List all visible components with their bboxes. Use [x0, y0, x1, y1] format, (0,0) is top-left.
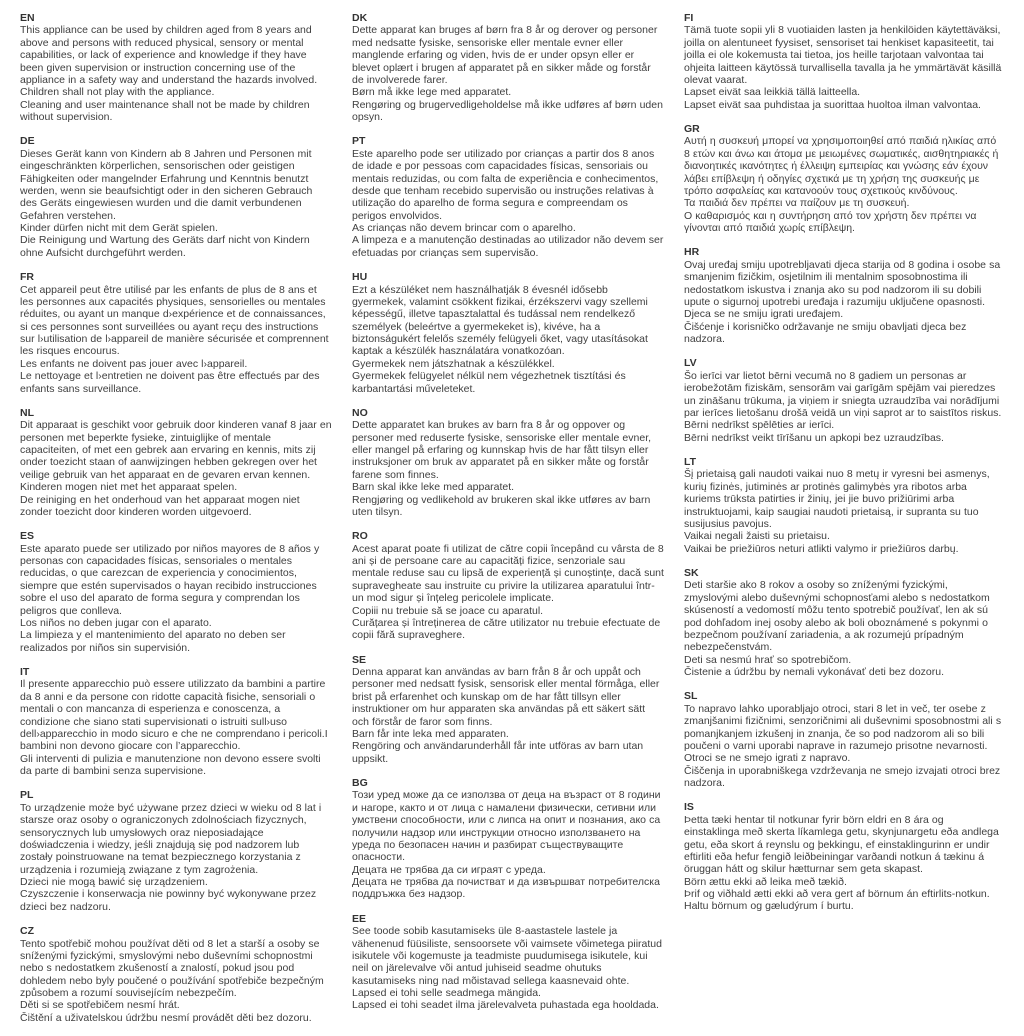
language-code-heading: EN: [20, 12, 35, 24]
instruction-paragraph: Curățarea și întreținerea de către utilizator nu trebuie efectuate de copii fără supraveghere.: [352, 616, 661, 642]
language-section-nl: [20, 407, 332, 518]
instruction-paragraph: Este aparato puede ser utilizado por niños mayores de 8 años y personas con capacidades físicas, sensoriales o mentales reducidas, o que carezcan de experiencia y conocimientos, siempre que estén supervisados o hayan recibido instrucciones sobre el uso del aparato de forma segura y comprendan los peligros que conlleva.: [20, 542, 320, 617]
language-code-heading: IT: [20, 666, 30, 678]
instruction-paragraph: Čiščenja in uporabniškega vzdrževanja ne smejo izvajati otroci brez nadzora.: [684, 764, 1001, 789]
language-code-heading: SK: [684, 567, 699, 579]
instruction-paragraph: Децата не трябва да почистват и да извършват потребителска поддръжка без надзор.: [352, 876, 660, 901]
instruction-paragraph: Rengjøring og vedlikehold av brukeren skal ikke utføres av barn uten tilsyn.: [352, 493, 651, 518]
instruction-paragraph: Децата не трябва да си играят с уреда.: [352, 863, 546, 876]
instruction-paragraph: Този уред може да се използва от деца на възраст от 8 години и нагоре, както и от лица с намалени физически, сетивни или умствени способности, или с липса на опит и познания, ако са получили надзор или инструкции относно използването на уреда по безопасен начин и разбират съществуващите опасности.: [352, 789, 661, 864]
instruction-paragraph: Cet appareil peut être utilisé par les enfants de plus de 8 ans et les personnes aux capacités physiques, sensorielles ou mentales réduites, ou ayant un manque d›expérience et de connaissances, si ces personnes sont surveillées ou ayant reçu des instructions sur l›utilisation de l›appareil de manière sécurisée et comprennent les risques encourus.: [20, 283, 329, 358]
language-code-heading: FR: [20, 271, 34, 284]
instruction-paragraph: Gyermekek felügyelet nélkül nem végezhetnek tisztítási és karbantartási műveleteket.: [352, 370, 626, 395]
column-middle: [352, 12, 664, 1024]
language-section-hu: [352, 271, 664, 395]
language-section-dk: [352, 12, 664, 123]
instruction-paragraph: Vaikai negali žaisti su prietaisu.: [684, 530, 830, 543]
language-section-fr: [20, 271, 332, 395]
instruction-paragraph: Lapsed ei tohi seadet ilma järelevalveta puhastada ega hooldada.: [352, 999, 659, 1012]
language-code-heading: DK: [352, 12, 368, 24]
instruction-paragraph: Šo ierīci var lietot bērni vecumā no 8 gadiem un personas ar ierobežotām fiziskām, sensorām vai garīgām spējām vai pieredzes un zināšanu trūkuma, ja viņiem ir sniegta uzraudzība vai norādījumi par ierīces lietošanu drošā veidā un viņi saprot ar to saistītos riskus.: [684, 369, 1002, 419]
language-section-no: [352, 407, 664, 518]
language-code-heading: DE: [20, 135, 35, 148]
instruction-paragraph: To urządzenie może być używane przez dzieci w wieku od 8 lat i starsze oraz osoby o ograniczonych zdolnościach fizycznych, sensorycznych lub umysłowych oraz nieposiadające doświadczenia i wiedzy, jeśli znajdują się pod nadzorem lub zostały poinstruowane na temat bezpiecznego korzystania z urządzenia i rozumieją związane z tym zagrożenia.: [20, 801, 322, 876]
instruction-paragraph: Börn ættu ekki að leika með tækið.: [684, 875, 847, 888]
instruction-paragraph: See toode sobib kasutamiseks üle 8-aastastele lastele ja vähenenud füüsiliste, sensoorsete või vaimsete võimetega piiratud isikutele või kogemuste ja teadmiste puudumisega isikutele, kui neil on järelevalve või antud juhiseid seadme ohutuks kasutamiseks ning nad mõistavad sellega kaasnevaid ohte.: [352, 925, 662, 987]
language-section-fi: [684, 12, 1002, 111]
instruction-paragraph: Djeca se ne smiju igrati uređajem.: [684, 308, 844, 321]
language-code-heading: NO: [352, 406, 368, 419]
instruction-paragraph: Bērni nedrīkst veikt tīrīšanu un apkopi bez uzraudzības.: [684, 431, 944, 444]
instruction-paragraph: Čistenie a údržbu by nemali vykonávať deti bez dozoru.: [684, 666, 945, 678]
instruction-paragraph: Αυτή η συσκευή μπορεί να χρησιμοποιηθεί από παιδιά ηλικίας από 8 ετών και άνω και άτομα με μειωμένες σωματικές, αισθητηριακές ή διανοητικές ικανότητες ή έλλειψη εμπειρίας και γνώσης εάν έχουν λάβει επίβλεψη ή οδηγίες σχετικά με τη χρήση της συσκευής με τρόπο ασφαλείας και κατανοούν τους σχετικούς κινδύνους.: [684, 135, 999, 197]
language-section-ee: [352, 913, 664, 1012]
instruction-paragraph: Ezt a készüléket nem használhatják 8 évesnél idősebb gyermekek, valamint csökkent fizikai, érzékszervi vagy szellemi képességű, illetve tapasztalattal és tudással nem rendelkező személyek (beleértve a gyermekeket is), kivéve, ha a biztonságukért felelős személy felügyeli őket, vagy utasításokat kaptak a készülék használatára vonatkozóan.: [352, 283, 648, 358]
instruction-paragraph: Otroci se ne smejo igrati z napravo.: [684, 752, 851, 765]
language-section-hr: [684, 246, 1002, 345]
instruction-paragraph: Haltu börnum og gæludýrum í burtu.: [684, 900, 854, 913]
instruction-paragraph: Dzieci nie mogą bawić się urządzeniem.: [20, 876, 208, 888]
language-code-heading: HU: [352, 271, 368, 284]
instruction-paragraph: Þetta tæki hentar til notkunar fyrir börn eldri en 8 ára og einstaklinga með skerta líkamlega getu, skynjunargetu eða andlega getu, eða skort á reynslu og þekkingu, ef einstaklingurinn er undir eftirliti eða hefur fengið leiðbeiningar varðandi notkun á tækinu á öruggan hátt og skilur hætturnar sem geta skapast.: [684, 813, 999, 876]
instruction-paragraph: Děti si se spotřebičem nesmí hrát.: [20, 999, 180, 1012]
language-code-heading: PL: [20, 789, 34, 802]
instruction-paragraph: Dit apparaat is geschikt voor gebruik door kinderen vanaf 8 jaar en personen met beperkte fysieke, zintuiglijke of mentale capaciteiten, of met een gebrek aan ervaring en kennis, mits zij onder toezicht staan of aanwijzingen hebben gekregen over het veilige gebruik van het apparaat en de gevaren ervan kennen.: [20, 419, 332, 481]
language-code-heading: PT: [352, 135, 366, 148]
instruction-paragraph: Denna apparat kan användas av barn från 8 år och uppåt och personer med nedsatt fysisk, sensorisk eller mental förmåga, eller brist på erfarenhet och kunskap om de har fått tillsyn eller instruktioner om hur apparaten ska användas på ett säkert sätt och förstår de faror som finns.: [352, 666, 660, 728]
instruction-paragraph: Copiii nu trebuie să se joace cu aparatul.: [352, 604, 544, 617]
instruction-paragraph: A limpeza e a manutenção destinadas ao utilizador não devem ser efetuadas por crianças sem supervisão.: [352, 234, 664, 259]
instruction-paragraph: Acest aparat poate fi utilizat de către copii începând cu vârsta de 8 ani și de persoane care au capacități fizice, senzoriale sau mentale reduse sau cu lipsă de experiență și cunoștințe, dacă sunt supravegheate sau instruite cu privire la utilizarea aparatului într-un mod sigur și înțeleg pericolele implicate.: [352, 542, 664, 605]
instruction-paragraph: Čišćenje i korisničko održavanje ne smiju obavljati djeca bez nadzora.: [684, 320, 967, 345]
instruction-paragraph: Gli interventi di pulizia e manutenzione non devono essere svolti da parte di bambini senza supervisione.: [20, 752, 321, 777]
language-section-cz: [20, 925, 332, 1024]
instruction-paragraph: This appliance can be used by children aged from 8 years and above and persons with reduced physical, sensory or mental capabilities, or lack of experience and knowledge if they have been given supervision or instruction concerning use of the appliance in a safety way and understand the hazards involved.: [20, 24, 318, 86]
instruction-paragraph: To napravo lahko uporabljajo otroci, stari 8 let in več, ter osebe z zmanjšanimi fizičnimi, senzoričnimi ali duševnimi sposobnostmi ali s pomanjkanjem izkušenj in znanja, če so pod nadzorom ali so bili poučeni o varni uporabi naprave in razumejo prisotne nevarnosti.: [684, 702, 1002, 752]
instruction-paragraph: Dieses Gerät kann von Kindern ab 8 Jahren und Personen mit eingeschränkten körperlichen, sensorischen oder geistigen Fähigkeiten oder mangelnder Erfahrung und Kenntnis benutzt werden, wenn sie beaufsichtigt oder in den sicheren Gebrauch des Geräts eingewiesen wurden und die damit verbundenen Gefahren verstehen.: [20, 147, 313, 222]
instruction-paragraph: Τα παιδιά δεν πρέπει να παίζουν με τη συσκευή.: [684, 197, 910, 210]
language-section-se: [352, 654, 664, 765]
instruction-paragraph: Los niños no deben jugar con el aparato.: [20, 616, 212, 629]
language-code-heading: BG: [352, 777, 368, 789]
language-code-heading: IS: [684, 801, 694, 814]
instruction-paragraph: Tento spotřebič mohou používat děti od 8 let a starší a osoby se sníženými fyzickými, smyslovými nebo duševními schopnostmi nebo s nedostatkem zkušeností a znalostí, pokud jsou pod dohledem nebo byly poučené o používání spotřebiče bezpečným způsobem a rozumí souvisejícím nebezpečím.: [20, 937, 324, 999]
column-left: [20, 12, 332, 1036]
instruction-paragraph: Les enfants ne doivent pas jouer avec l›appareil.: [20, 357, 248, 370]
instruction-paragraph: Lapsed ei tohi selle seadmega mängida.: [352, 987, 541, 999]
language-section-it: [20, 666, 332, 777]
language-section-en: [20, 12, 332, 123]
language-section-sl: [684, 690, 1002, 789]
language-section-lv: [684, 357, 1002, 444]
language-section-pl: [20, 789, 332, 913]
language-section-de: [20, 135, 332, 259]
column-right: [684, 12, 1002, 925]
instruction-paragraph: Il presente apparecchio può essere utilizzato da bambini a partire da 8 anni e da persone con ridotte capacità fisiche, sensoriali o mentali o con mancanza di esperienza e conoscenza, a condizione che siano stati supervisionati o istruiti sull›uso dell›apparecchio in modo sicuro e che ne comprendano i pericoli.I bambini non devono giocare con l’apparecchio.: [20, 678, 328, 753]
language-section-gr: [684, 123, 1002, 234]
instruction-paragraph: Vaikai be priežiūros neturi atlikti valymo ir priežiūros darbų.: [684, 542, 959, 555]
language-section-bg: [352, 777, 664, 901]
instruction-paragraph: Šį prietaisą gali naudoti vaikai nuo 8 metų ir vyresni bei asmenys, kurių fizinės, jutiminės ar protinės galimybės yra ribotos arba kuriems trūksta patirties ir žinių, jei jie buvo prižiūrimi arba instruktuojami, kaip saugiai naudoti prietaisą, ir supranta su tuo susijusius pavojus.: [684, 468, 990, 530]
language-code-heading: EE: [352, 912, 367, 925]
instruction-paragraph: As crianças não devem brincar com o aparelho.: [352, 222, 576, 234]
instruction-paragraph: Este aparelho pode ser utilizado por crianças a partir dos 8 anos de idade e por pessoas com capacidades físicas, sensoriais ou mentais reduzidas, ou com falta de experiência e conhecimentos, desde que tenham recebido supervisão ou instruções relativas à utilização do aparelho de forma segura e compreendam os perigos envolvidos.: [352, 147, 659, 222]
instruction-paragraph: Dette apparat kan bruges af børn fra 8 år og derover og personer med nedsatte fysiske, sensoriske eller mentale evner eller manglende erfaring og viden, hvis de er under opsyn eller er blevet oplært i brugen af apparatet på en sikker måde og forstår de involverede farer.: [352, 24, 658, 86]
instruction-paragraph: Le nettoyage et l›entretien ne doivent pas être effectués par des enfants sans surveillance.: [20, 370, 320, 395]
instruction-paragraph: Deti sa nesmú hrať so spotrebičom.: [684, 653, 852, 666]
language-code-heading: SE: [352, 653, 367, 666]
language-section-pt: [352, 135, 664, 259]
instruction-paragraph: Bērni nedrīkst spēlēties ar ierīci.: [684, 419, 835, 432]
instruction-paragraph: Lapset eivät saa puhdistaa ja suorittaa huoltoa ilman valvontaa.: [684, 98, 981, 111]
instruction-paragraph: Barn skal ikke leke med apparatet.: [352, 481, 515, 494]
language-section-is: [684, 801, 1002, 912]
language-code-heading: CZ: [20, 925, 34, 938]
language-code-heading: LT: [684, 456, 697, 468]
language-section-es: [20, 530, 332, 654]
instruction-paragraph: Ovaj uređaj smiju upotrebljavati djeca starija od 8 godina i osobe sa smanjenim fizičkim, osjetilnim ili mentalnim sposobnostima ili nedostatkom iskustva i znanja ako su pod nadzorom ili su dobili upute o sigurnoj upotrebi uređaja i razumiju uključene opasnosti.: [684, 258, 1001, 308]
instruction-paragraph: Rengøring og brugervedligeholdelse må ikke udføres af børn uden opsyn.: [352, 98, 663, 123]
instruction-paragraph: Kinderen mogen niet met het apparaat spelen.: [20, 481, 238, 494]
language-code-heading: ES: [20, 530, 35, 543]
instruction-paragraph: Czyszczenie i konserwacja nie powinny być wykonywane przez dzieci bez nadzoru.: [20, 888, 317, 913]
language-code-heading: NL: [20, 406, 34, 419]
language-code-heading: FI: [684, 12, 694, 24]
language-code-heading: GR: [684, 123, 700, 135]
instruction-paragraph: Barn får inte leka med apparaten.: [352, 727, 509, 740]
instruction-paragraph: Tämä tuote sopii yli 8 vuotiaiden lasten ja henkilöiden käytettäväksi, joilla on alentuneet fyysiset, sensoriset tai henkiset kapasiteetit, tai joilla ei ole kokemusta tai tietoa, jos heille tarjotaan valvontaa tai ohjeita laitteen käytössä turvallisella tavalla ja he ymmärtävät käsillä olevat vaarat.: [684, 24, 1002, 86]
instruction-paragraph: Ο καθαρισμός και η συντήρηση από τον χρήστη δεν πρέπει να γίνονται από παιδιά χωρίς επίβλεψη.: [684, 209, 977, 234]
instruction-paragraph: Kinder dürfen nicht mit dem Gerät spielen.: [20, 222, 218, 234]
instruction-paragraph: De reiniging en het onderhoud van het apparaat mogen niet zonder toezicht door kinderen worden uitgevoerd.: [20, 493, 300, 518]
instruction-paragraph: Rengöring och användarunderhåll får inte utföras av barn utan uppsikt.: [352, 740, 644, 765]
language-code-heading: SL: [684, 690, 698, 703]
instruction-paragraph: Cleaning and user maintenance shall not be made by children without supervision.: [20, 98, 310, 123]
language-section-lt: [684, 456, 1002, 555]
instruction-paragraph: Lapset eivät saa leikkiä tällä laitteella.: [684, 86, 861, 99]
language-section-sk: [684, 567, 1002, 678]
instruction-paragraph: Children shall not play with the appliance.: [20, 86, 215, 99]
instruction-paragraph: Deti staršie ako 8 rokov a osoby so zníženými fyzickými, zmyslovými alebo duševnými schopnosťami alebo s nedostatkom skúseností a vedomostí môžu tento spotrebič používať, len ak sú pod dohľadom inej osoby alebo ak boli oboznámené s pokynmi o bezpečnom používaní zariadenia, a ak rozumejú prípadným nebezpečenstvám.: [684, 579, 990, 654]
instruction-paragraph: Þrif og viðhald ætti ekki að vera gert af börnum án eftirlits-notkun.: [684, 888, 990, 900]
language-code-heading: LV: [684, 357, 697, 370]
instruction-paragraph: Børn må ikke lege med apparatet.: [352, 86, 512, 99]
instruction-paragraph: La limpieza y el mantenimiento del aparato no deben ser realizados por niños sin supervisión.: [20, 629, 286, 654]
language-code-heading: RO: [352, 530, 368, 543]
instruction-paragraph: Dette apparatet kan brukes av barn fra 8 år og oppover og personer med reduserte fysiske, sensoriske eller mentale evner, eller mangel på erfaring og kunnskap hvis de har fått tilsyn eller instruksjoner om bruk av apparatet på en sikker måte og forstår farene som finnes.: [352, 419, 652, 481]
instruction-paragraph: Die Reinigung und Wartung des Geräts darf nicht von Kindern ohne Aufsicht durchgeführt werden.: [20, 234, 310, 259]
language-code-heading: HR: [684, 246, 700, 259]
instruction-paragraph: Gyermekek nem játszhatnak a készülékkel.: [352, 357, 555, 370]
instruction-paragraph: Čištění a uživatelskou údržbu nesmí provádět děti bez dozoru.: [20, 1011, 312, 1024]
language-section-ro: [352, 530, 664, 641]
